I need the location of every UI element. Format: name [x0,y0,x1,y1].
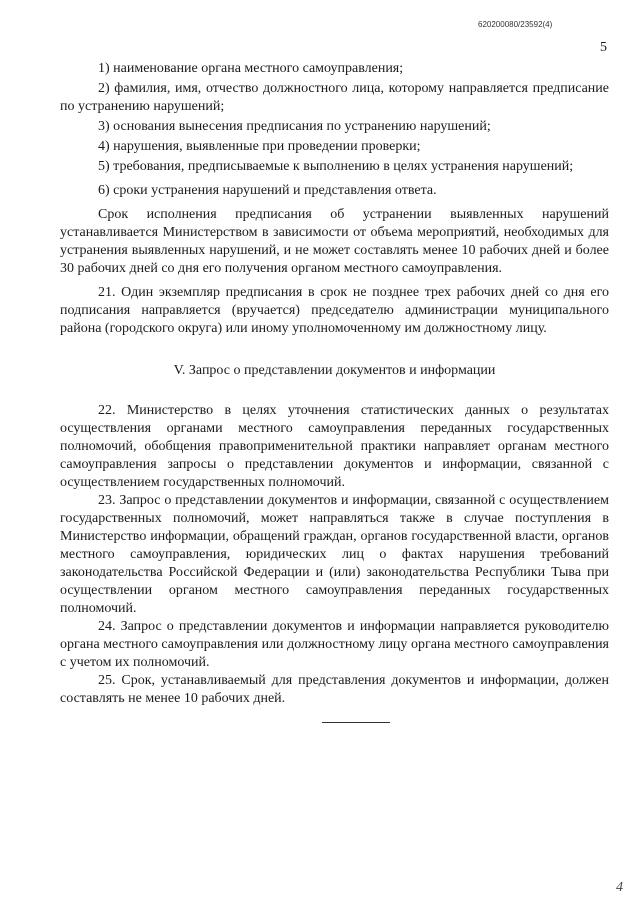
end-divider [322,722,390,723]
handwritten-mark: 4 [616,880,623,895]
paragraph: 23. Запрос о представлении документов и информации, связанной с осуществлением государственных полномочий, может направляться также в случае поступления в Министерство информации, обращений граждан, органов государственной власти, органов местного самоуправления, юридических лиц о фактах нарушения требований законодательства Российской Федерации и (или) законодательства Республики Тыва при осуществлении органом местного самоуправления переданных государственных полномочий. [60,493,609,616]
list-item: 3) основания вынесения предписания по устранению нарушений; [98,119,491,134]
paragraph: 24. Запрос о представлении документов и информации направляется руководителю органа местного самоуправления или должностному лицу органа местного самоуправления с учетом их полномочий. [60,619,609,670]
paragraph: Срок исполнения предписания об устранении выявленных нарушений устанавливается Министерством в зависимости от объема мероприятий, необходимых для устранения выявленных нарушений, и не может составлять менее 10 рабочих дней и более 30 рабочих дней со дня его получения органом местного самоуправления. [60,207,609,276]
paragraph: 25. Срок, устанавливаемый для представления документов и информации, должен составлять не менее 10 рабочих дней. [60,673,609,706]
list-item: 2) фамилия, имя, отчество должностного лица, которому направляется предписание по устранению нарушений; [60,81,609,114]
page-number: 5 [600,40,607,55]
paragraph: 22. Министерство в целях уточнения статистических данных о результатах осуществления органами местного самоуправления переданных государственных полномочий, обобщения правоприменительной практики направляет органам местного самоуправления запросы о представлении документов и информации, связанной с осуществлением государственных полномочий. [60,403,609,490]
document-body [60,60,609,723]
document-id: 620200080/23592(4) [478,20,553,29]
list-item: 6) сроки устранения нарушений и представления ответа. [98,183,437,198]
list-item: 1) наименование органа местного самоуправления; [98,61,404,76]
paragraph: 21. Один экземпляр предписания в срок не позднее трех рабочих дней со дня его подписания направляется (вручается) председателю администрации муниципального района (городского округа) или иному уполномоченному им должностному лицу. [60,285,609,336]
list-item: 5) требования, предписываемые к выполнению в целях устранения нарушений; [98,159,574,174]
list-item: 4) нарушения, выявленные при проведении проверки; [98,139,421,154]
section-title: V. Запрос о представлении документов и информации [173,363,496,378]
